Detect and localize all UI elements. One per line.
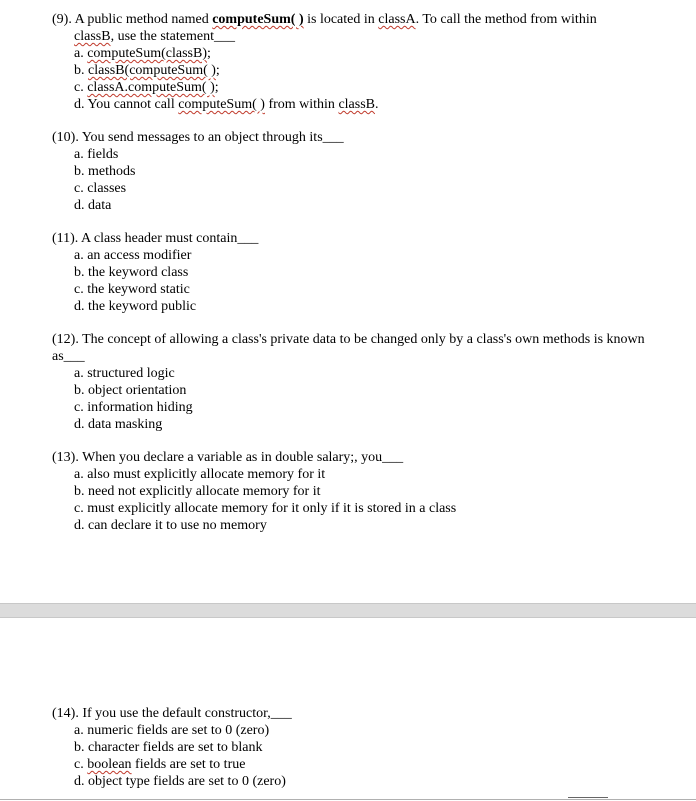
option-d: d. the keyword public [74,299,197,314]
option-a: a. an access modifier [74,248,192,263]
question-14-options [52,722,652,790]
option-c: c. classes [74,181,127,196]
option-c: c. must explicitly allocate memory for it only if it is stored in a class [74,501,457,516]
option-a: a. numeric fields are set to 0 (zero) [74,723,270,738]
question-13-text: (13). When you declare a variable as in double salary;, you___ [52,450,404,465]
option-b: b. need not explicitly allocate memory for it [74,484,321,499]
question-13-options [52,466,652,534]
question-13 [52,449,652,534]
document-page-2 [0,618,696,801]
question-11-text: (11). A class header must contain___ [52,231,259,246]
question-11 [52,230,652,315]
option-c: c. boolean fields are set to true [74,757,246,772]
option-a: a. structured logic [74,366,175,381]
question-14 [52,705,652,790]
question-10-options [52,146,652,214]
question-11-options [52,247,652,315]
question-12-text: (12). The concept of allowing a class's private data to be changed only by a class's own methods is known as___ [52,332,645,364]
option-d: d. can declare it to use no memory [74,518,267,533]
option-b: b. the keyword class [74,265,189,280]
option-d: d. data masking [74,417,163,432]
option-c: c. the keyword static [74,282,190,297]
option-b: b. object orientation [74,383,187,398]
option-a: a. also must explicitly allocate memory for it [74,467,326,482]
question-9-options [52,45,652,113]
option-a: a. computeSum(classB); [74,46,211,61]
option-b: b. classB(computeSum( ); [74,63,220,78]
option-b: b. methods [74,164,136,179]
question-9-text: (9). A public method named computeSum( ) is located in classA. To call the method from within classB, use the statement___ [52,12,597,44]
question-12 [52,331,652,433]
question-10 [52,129,652,214]
option-c: c. information hiding [74,400,193,415]
question-14-text: (14). If you use the default constructor,___ [52,706,292,721]
option-d: d. data [74,198,112,213]
question-12-options [52,365,652,433]
option-d: d. You cannot call computeSum( ) from within classB. [74,97,379,112]
question-9 [52,11,652,113]
page-bottom-rule [0,799,696,800]
option-b: b. character fields are set to blank [74,740,263,755]
page-break [0,603,696,618]
page-bottom-mark [568,797,608,798]
option-a: a. fields [74,147,119,162]
question-10-text: (10). You send messages to an object through its___ [52,130,344,145]
option-c: c. classA.computeSum( ); [74,80,219,95]
option-d: d. object type fields are set to 0 (zero) [74,774,286,789]
